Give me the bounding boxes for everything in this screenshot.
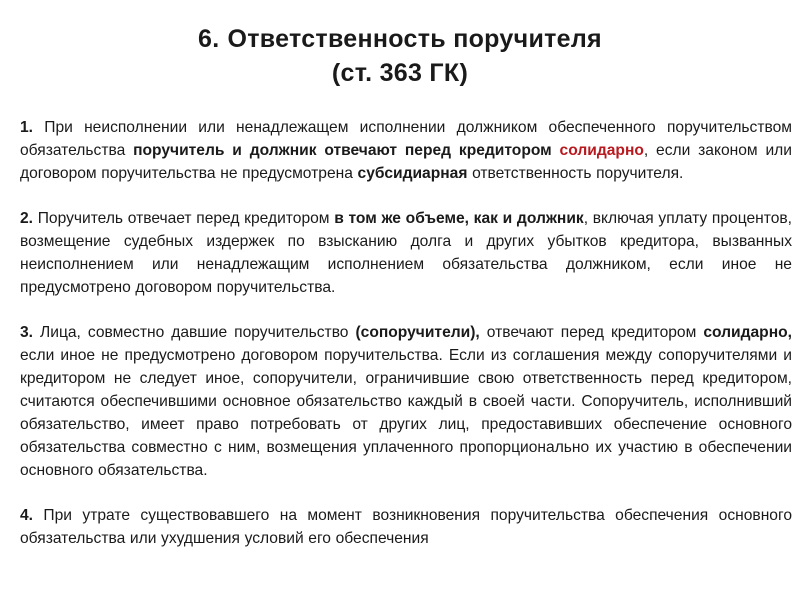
title-line-1	[0, 22, 800, 56]
title-main: Ответственность поручителя	[227, 25, 602, 53]
title-article-ref: (ст. 363 ГК)	[331, 59, 469, 87]
text-run: Лица, совместно давшие поручительство	[33, 324, 356, 341]
paragraph-number: 2.	[20, 210, 34, 227]
text-run: отвечают перед кредитором	[479, 324, 704, 341]
paragraph-3	[20, 321, 792, 482]
red-highlight: солидарно	[559, 142, 644, 159]
text-run: ответственность поручителя.	[467, 165, 684, 182]
text-run: , если законом или договором поручительства не предусмотрена	[20, 142, 792, 182]
text-run: если иное не предусмотрено договором поручительства. Если из соглашения между сопоручителями и кредитором не следует иное, сопоручители, ограничившие свою ответственность перед кредитором, считаются обеспечившими основное обязательство каждый в своей части. Сопоручитель, исполнивший обязательство, имеет право потребовать от других лиц, предоставивших обеспечение основного обязательства совместно с ним, возмещения уплаченного пропорционально их участию в обеспечении основного обязательства.	[20, 347, 792, 479]
paragraph-number: 3.	[20, 324, 34, 341]
text-run: При утрате существовавшего на момент возникновения поручительства обеспечения основного обязательства или ухудшения условий его обеспечения	[20, 507, 792, 547]
slide-body	[20, 116, 792, 572]
slide-title	[0, 22, 800, 90]
text-run: , включая уплату процентов, возмещение судебных издержек по взысканию долга и других убытков кредитора, вызванных неисполнением или ненадлежащим исполнением обязательства должником, если иное не предусмотрено договором поручительства.	[20, 210, 792, 296]
text-run: Поручитель отвечает перед кредитором	[33, 210, 335, 227]
bold-run: в том же объеме, как и должник	[334, 210, 584, 227]
text-run: При неисполнении или ненадлежащем исполнении должником обеспеченного поручительством обязательства	[20, 119, 792, 159]
bold-run: солидарно,	[703, 324, 792, 341]
paragraph-number: 1.	[20, 119, 34, 136]
bold-run: (сопоручители),	[355, 324, 480, 341]
paragraph-number: 4.	[20, 507, 34, 524]
title-number: 6.	[198, 25, 220, 53]
bold-run: поручитель и должник отвечают перед кредитором	[133, 142, 560, 159]
bold-run: субсидиарная	[357, 165, 468, 182]
paragraph-1	[20, 116, 792, 185]
paragraph-2	[20, 207, 792, 299]
paragraph-4	[20, 504, 792, 550]
